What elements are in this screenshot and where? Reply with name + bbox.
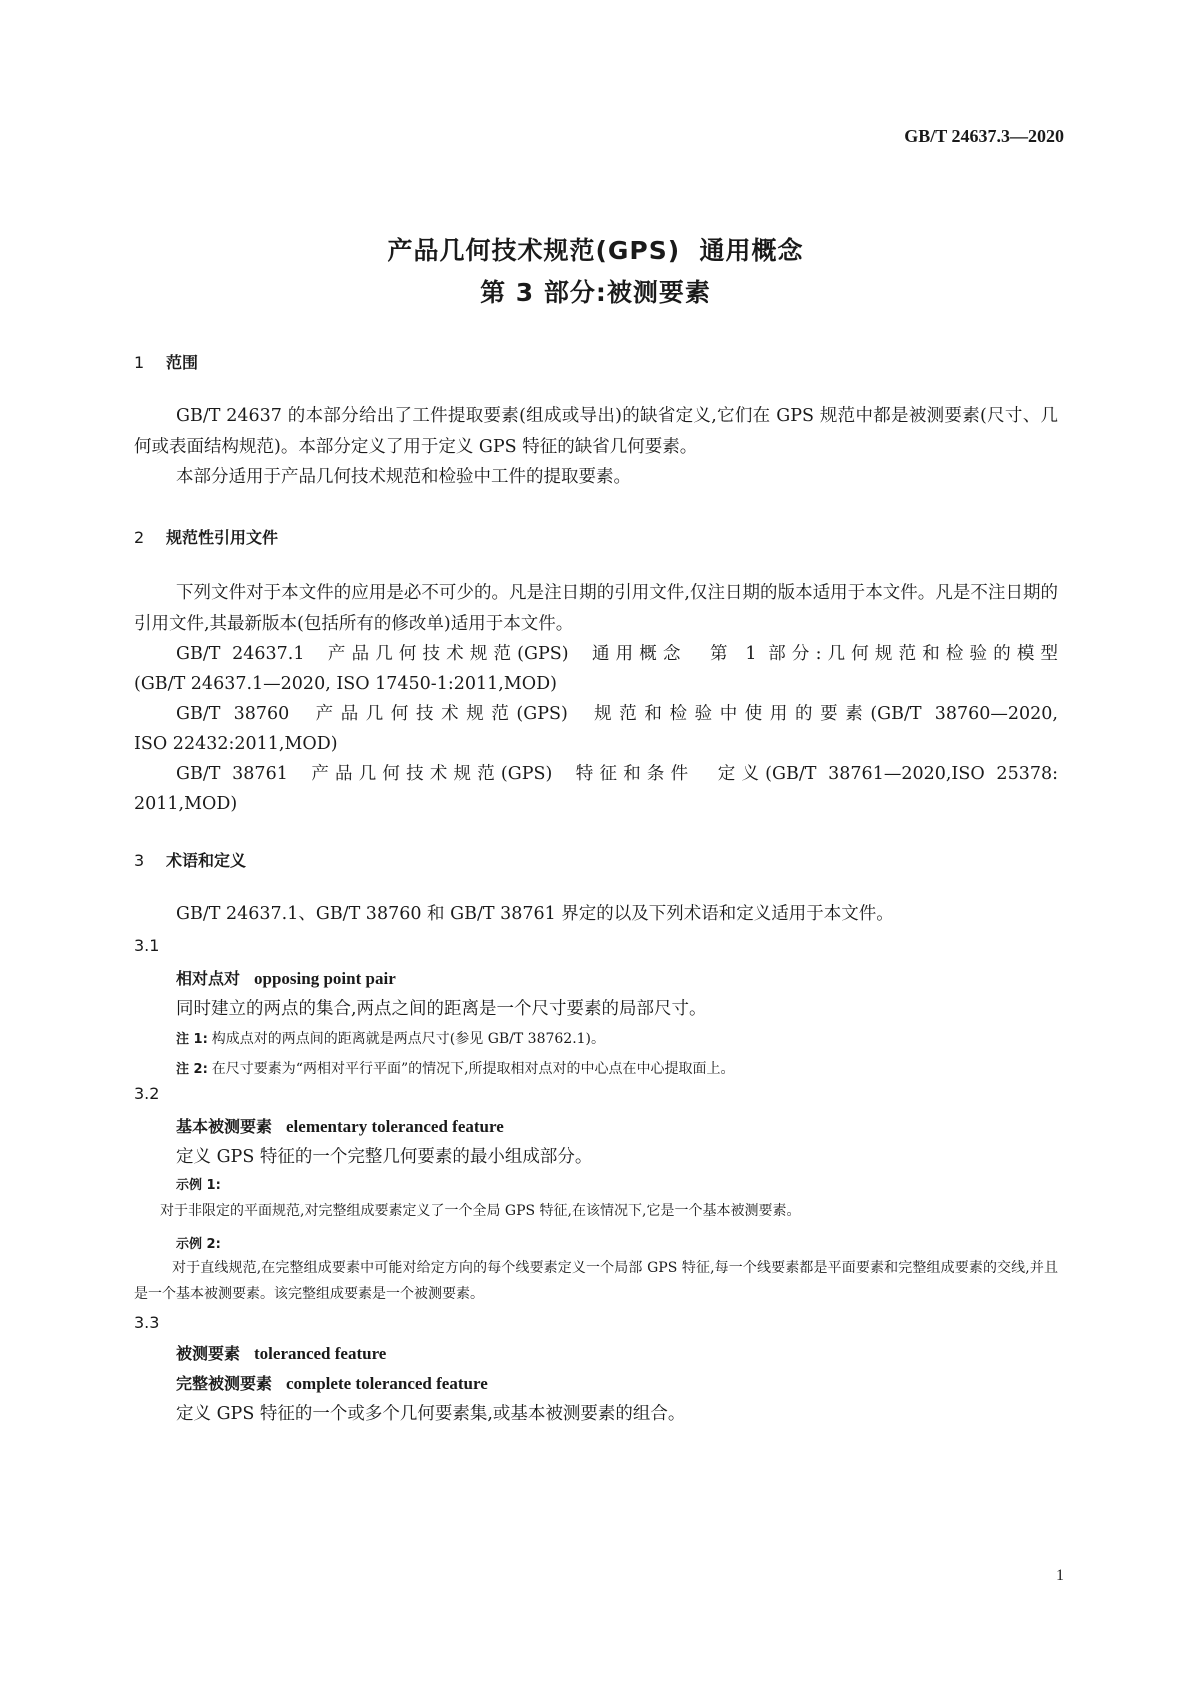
standard-number: GB/T 24637.3—2020 <box>904 126 1064 146</box>
example-2-label: 示例 2: <box>176 1237 221 1252</box>
term-toleranced-feature <box>176 1341 386 1364</box>
section-title: 术语和定义 <box>166 851 247 870</box>
note-text: 构成点对的两点间的距离就是两点尺寸(参见 GB/T 38762.1)。 <box>211 1031 606 1047</box>
section-2-heading <box>134 525 278 548</box>
term-chinese: 基本被测要素 <box>176 1117 273 1136</box>
term-complete-toleranced-feature <box>176 1371 488 1394</box>
section-2-intro: 下列文件对于本文件的应用是必不可少的。凡是注日期的引用文件,仅注日期的版本适用于本文件。凡是不注日期的引用文件,其最新版本(包括所有的修改单)适用于本文件。 <box>134 583 1058 634</box>
term-english: complete toleranced feature <box>286 1374 488 1393</box>
term-chinese: 被测要素 <box>176 1344 241 1363</box>
definition-3-1: 同时建立的两点的集合,两点之间的距离是一个尺寸要素的局部尺寸。 <box>176 999 707 1019</box>
note-label: 注 2: <box>176 1062 208 1077</box>
term-english: opposing point pair <box>254 969 396 988</box>
example-2-text: 对于直线规范,在完整组成要素中可能对给定方向的每个线要素定义一个局部 GPS 特征,每一个线要素都是平面要素和完整组成要素的交线,并且是一个基本被测要素。该完整组成要素是一个被测要素。 <box>134 1260 1058 1302</box>
example-1-text: 对于非限定的平面规范,对完整组成要素定义了一个全局 GPS 特征,在该情况下,它是一个基本被测要素。 <box>160 1203 801 1219</box>
section-3-heading <box>134 848 246 871</box>
section-number: 1 <box>134 353 145 372</box>
document-title-line1: 产品几何技术规范(GPS) 通用概念 <box>387 236 804 265</box>
section-number: 3 <box>134 851 145 870</box>
section-number: 2 <box>134 528 145 547</box>
clause-number-3-1: 3.1 <box>134 936 160 955</box>
definition-3-3: 定义 GPS 特征的一个或多个几何要素集,或基本被测要素的组合。 <box>176 1404 686 1424</box>
term-elementary-toleranced-feature <box>176 1114 504 1137</box>
clause-number-3-3: 3.3 <box>134 1313 160 1332</box>
example-1-label: 示例 1: <box>176 1178 221 1193</box>
section-title: 规范性引用文件 <box>166 528 279 547</box>
reference-1-line-2: (GB/T 24637.1—2020, ISO 17450-1:2011,MOD) <box>134 674 557 694</box>
section-1-paragraph-1: GB/T 24637 的本部分给出了工件提取要素(组成或导出)的缺省定义,它们在 GPS 规范中都是被测要素(尺寸、几何或表面结构规范)。本部分定义了用于定义 GPS 特征的缺省几何要素。 <box>134 406 1058 457</box>
reference-3-line-1: GB/T 38761 产品几何技术规范(GPS) 特征和条件 定义(GB/T 38761—2020,ISO 25378: <box>176 764 1058 784</box>
term-english: elementary toleranced feature <box>286 1117 504 1136</box>
note-text: 在尺寸要素为“两相对平行平面”的情况下,所提取相对点对的中心点在中心提取面上。 <box>211 1061 735 1077</box>
note-label: 注 1: <box>176 1032 208 1047</box>
section-1-heading <box>134 350 198 373</box>
section-title: 范围 <box>166 353 199 372</box>
term-chinese: 完整被测要素 <box>176 1374 273 1393</box>
section-1-paragraph-2: 本部分适用于产品几何技术规范和检验中工件的提取要素。 <box>176 467 631 487</box>
document-title-line2: 第 3 部分:被测要素 <box>480 278 711 307</box>
reference-3-line-2: 2011,MOD) <box>134 794 238 814</box>
reference-2-line-2: ISO 22432:2011,MOD) <box>134 734 338 754</box>
reference-1-line-1: GB/T 24637.1 产品几何技术规范(GPS) 通用概念 第 1 部分:几何规范和检验的模型 <box>176 644 1058 664</box>
page-number: 1 <box>1056 1567 1064 1584</box>
note-1 <box>176 1028 1058 1048</box>
clause-number-3-2: 3.2 <box>134 1084 160 1103</box>
reference-2-line-1: GB/T 38760 产品几何技术规范(GPS) 规范和检验中使用的要素(GB/T 38760—2020, <box>176 704 1058 724</box>
section-3-intro: GB/T 24637.1、GB/T 38760 和 GB/T 38761 界定的以及下列术语和定义适用于本文件。 <box>176 904 894 924</box>
term-chinese: 相对点对 <box>176 969 241 988</box>
term-english: toleranced feature <box>254 1344 387 1363</box>
term-opposing-point-pair <box>176 966 396 989</box>
definition-3-2: 定义 GPS 特征的一个完整几何要素的最小组成部分。 <box>176 1147 593 1167</box>
note-2 <box>176 1058 1058 1078</box>
